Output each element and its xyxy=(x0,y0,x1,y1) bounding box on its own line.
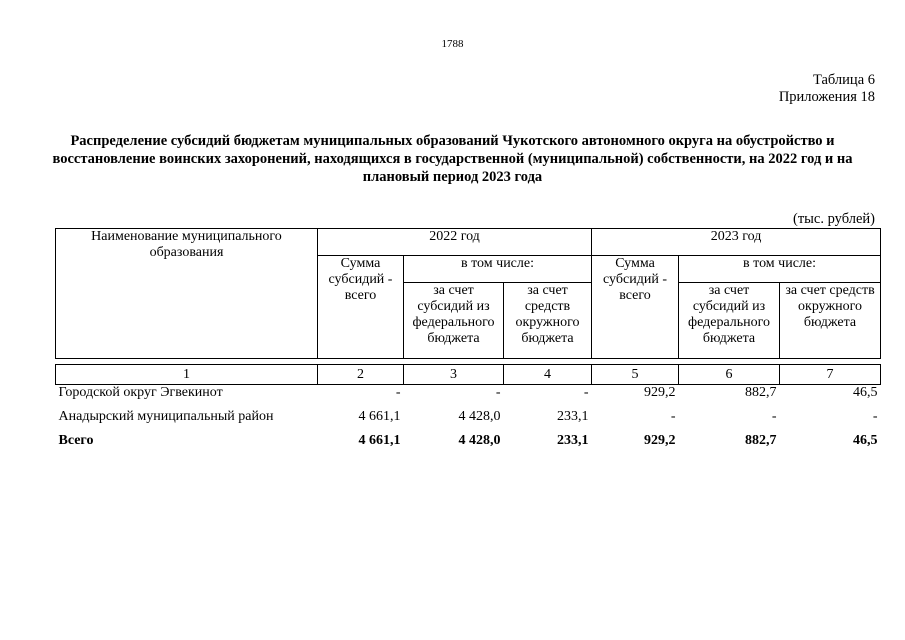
table-cell: - xyxy=(395,385,401,400)
header-name-column: Наименование муниципального образования xyxy=(56,229,318,359)
column-number: 6 xyxy=(679,365,780,385)
header-sum-total-2022: Сумма субсидий - всего xyxy=(318,256,404,359)
table-reference xyxy=(779,72,875,106)
table-cell: 46,5 xyxy=(853,385,878,400)
table-cell: - xyxy=(583,385,589,400)
table-cell: - xyxy=(670,409,676,424)
document-title: Распределение субсидий бюджетам муниципальных образований Чукотского автономного округа на обустройство и восстановление воинских захоронений, находящихся в государственной (муниципальной) собственности, на 2022 год и на плановый период 2023 года xyxy=(52,133,853,185)
table-cell: - xyxy=(771,409,777,424)
column-number: 3 xyxy=(404,365,504,385)
column-number: 5 xyxy=(592,365,679,385)
total-label: Всего xyxy=(58,433,94,448)
header-including-2023: в том числе: xyxy=(679,256,881,283)
total-cell: 882,7 xyxy=(745,433,777,448)
table-cell: 4 661,1 xyxy=(358,409,401,424)
header-sum-total-2023: Сумма субсидий - всего xyxy=(592,256,679,359)
municipality-name: Городской округ Эгвекинот xyxy=(58,385,223,400)
column-number: 7 xyxy=(780,365,881,385)
units-label: (тыс. рублей) xyxy=(793,211,875,227)
header-federal-2023: за счет субсидий из федерального бюджета xyxy=(679,283,780,359)
header-year-2023: 2023 год xyxy=(592,229,881,256)
column-number-row xyxy=(56,365,881,385)
total-row xyxy=(56,433,881,457)
total-cell: 929,2 xyxy=(644,433,676,448)
header-year-2022: 2022 год xyxy=(318,229,592,256)
column-number: 2 xyxy=(318,365,404,385)
column-number: 4 xyxy=(504,365,592,385)
subsidy-table xyxy=(55,228,881,457)
header-federal-2022: за счет субсидий из федерального бюджета xyxy=(404,283,504,359)
table-cell: 233,1 xyxy=(557,409,589,424)
table-cell: 4 428,0 xyxy=(458,409,501,424)
municipality-name: Анадырский муниципальный район xyxy=(58,409,274,424)
table-row xyxy=(56,385,881,410)
header-district-2023: за счет средств окружного бюджета xyxy=(780,283,881,359)
header-district-2022: за счет средств окружного бюджета xyxy=(504,283,592,359)
appendix-number: Приложения 18 xyxy=(778,89,875,105)
column-number: 1 xyxy=(56,365,318,385)
total-cell: 4 428,0 xyxy=(458,433,501,448)
page-number: 1788 xyxy=(441,38,464,50)
total-cell: 233,1 xyxy=(557,433,589,448)
table-number: Таблица 6 xyxy=(812,72,875,88)
total-cell: 46,5 xyxy=(853,433,878,448)
table-cell: 882,7 xyxy=(745,385,777,400)
header-including-2022: в том числе: xyxy=(404,256,592,283)
total-cell: 4 661,1 xyxy=(358,433,401,448)
table-cell: - xyxy=(872,409,878,424)
table-row xyxy=(56,409,881,433)
table-cell: 929,2 xyxy=(644,385,676,400)
table-cell: - xyxy=(495,385,501,400)
